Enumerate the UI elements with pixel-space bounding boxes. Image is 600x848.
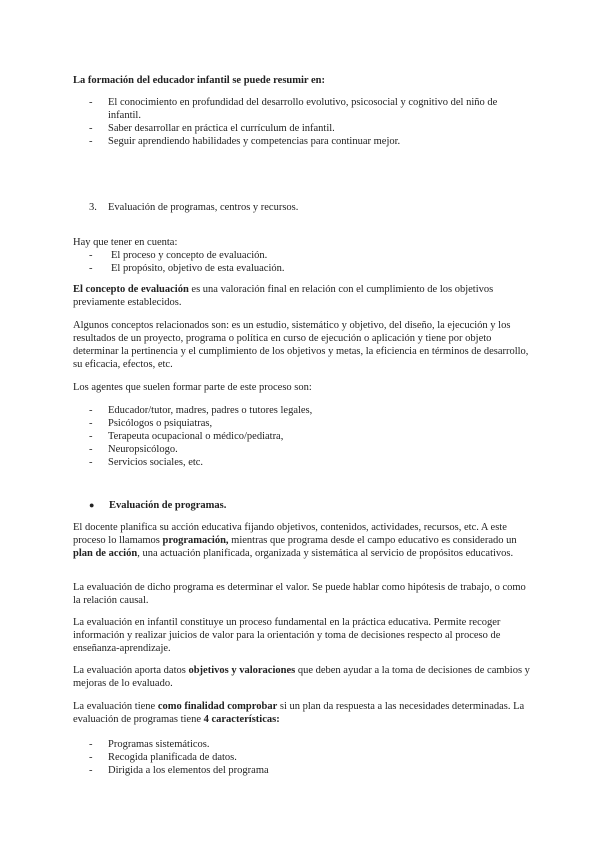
paragraph-finalidad: La evaluación tiene como finalidad comprobar si un plan da respuesta a las necesidades determinadas. La evaluación de programas tiene 4 características: [73, 701, 525, 725]
list-item: - Dirigida a los elementos del programa [89, 765, 269, 776]
list-item: - Terapeuta ocupacional o médico/pediatra, [89, 431, 284, 442]
paragraph-aporta: La evaluación aporta datos objetivos y valoraciones que deben ayudar a la toma de decisiones de cambios y mejoras de lo evaluado. [73, 665, 530, 689]
list-item: - Neuropsicólogo. [89, 444, 178, 455]
list-item: - Servicios sociales, etc. [89, 457, 204, 468]
paragraph-concepto: El concepto de evaluación es una valoración final en relación con el cumplimiento de los objetivos previamente establecidos. [73, 284, 494, 308]
section-heading-eval-programas: ● Evaluación de programas. [89, 500, 227, 511]
paragraph-docente: El docente planifica su acción educativa fijando objetivos, contenidos, actividades, recursos, etc. A este proceso lo llamamos programación, mientras que programa desde el campo educativo es considerado un plan de acción, una actuación planificada, organizada y sistemática al servicio de propósitos educativos. [73, 522, 517, 559]
paragraph: Hay que tener en cuenta: [73, 237, 178, 248]
list-item: - Psicólogos o psiquiatras, [89, 418, 213, 429]
list-item: - Recogida planificada de datos. [89, 752, 237, 763]
list-item: - El propósito, objetivo de esta evaluación. [89, 263, 285, 274]
list-item: - Seguir aprendiendo habilidades y competencias para continuar mejor. [89, 136, 401, 147]
paragraph-agentes: Los agentes que suelen formar parte de este proceso son: [73, 382, 312, 393]
list-item: - Programas sistemáticos. [89, 739, 210, 750]
section-heading: 3. Evaluación de programas, centros y recursos. [89, 202, 299, 213]
list-item: - Saber desarrollar en práctica el currículum de infantil. [89, 123, 335, 134]
paragraph-conceptos: Algunos conceptos relacionados son: es un estudio, sistemático y objetivo, del diseño, la ejecución y los resultados de un proyecto, programa o política en curso de ejecución o aplicación y tiene por objeto determinar la pertinencia y el cumplimiento de los objetivos y metas, la eficiencia en términos de desarrollo, su eficacia, efectos, etc. [73, 320, 529, 370]
bullet-icon: ● [89, 500, 95, 510]
paragraph-infantil: La evaluación en infantil constituye un proceso fundamental en la práctica educativa. Permite recoger información y realizar juicios de valor para la orientación y toma de decisiones respecto al proceso de enseñanza-aprendizaje. [73, 617, 501, 654]
heading-formacion: La formación del educador infantil se puede resumir en: [73, 75, 325, 86]
list-item: - El proceso y concepto de evaluación. [89, 250, 268, 261]
list-item: - Educador/tutor, madres, padres o tutores legales, [89, 405, 313, 416]
paragraph-dicho: La evaluación de dicho programa es determinar el valor. Se puede hablar como hipótesis de trabajo, o como la relación causal. [73, 582, 526, 606]
list-item: - El conocimiento en profundidad del desarrollo evolutivo, psicosocial y cognitivo del niño de infantil. [89, 97, 498, 121]
